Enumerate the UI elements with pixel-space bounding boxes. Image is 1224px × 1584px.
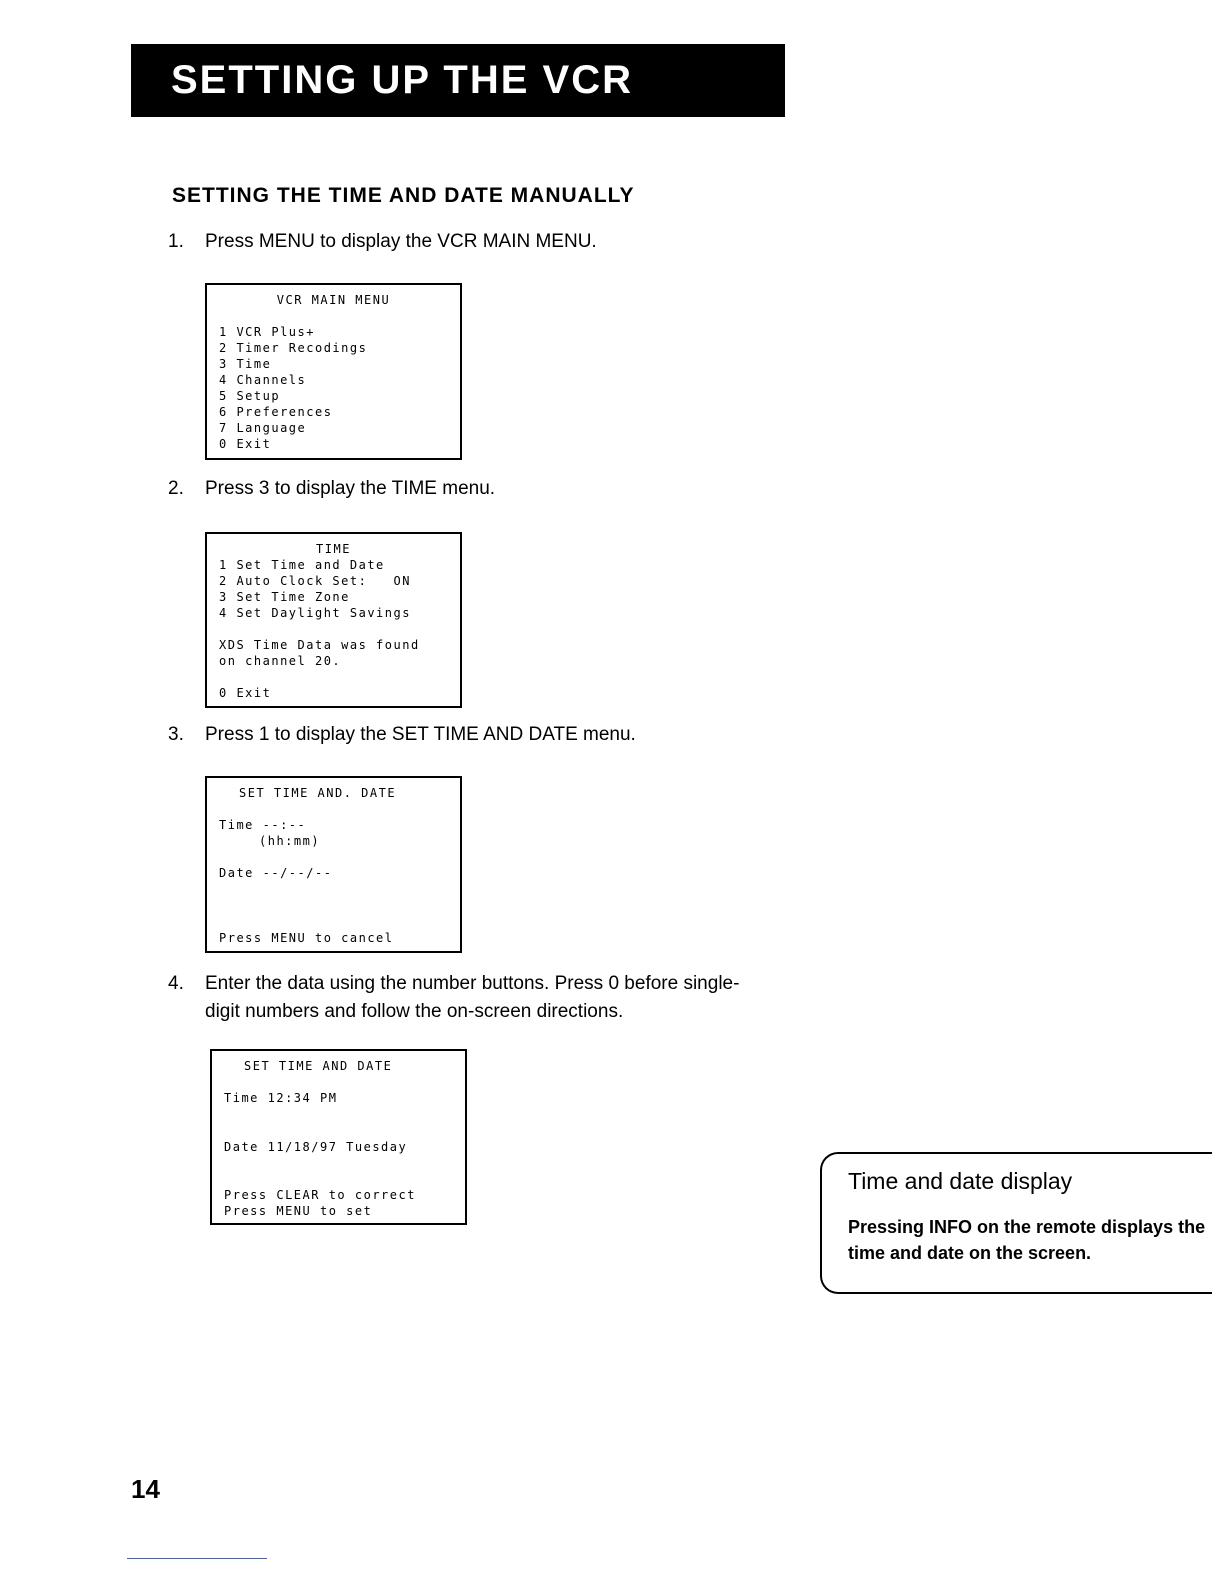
date-field: Date 11/18/97 Tuesday [224,1140,408,1154]
set-time-date-screen-filled [210,1049,467,1225]
time-field: Time 12:34 PM [224,1091,338,1105]
menu-footer: Press MENU to cancel [219,931,394,945]
tip-body: Pressing INFO on the remote displays the time and date on the screen. [848,1217,1206,1263]
step-text: Press MENU to display the VCR MAIN MENU. [205,231,597,252]
tip-title: Time and date display [848,1168,1073,1194]
menu-note: on channel 20. [219,654,342,668]
footer-rule [127,1558,267,1559]
menu-footer: Press CLEAR to correct [224,1188,416,1202]
step-text: Press 3 to display the TIME menu. [205,478,496,499]
tip-box [820,1152,1212,1294]
set-time-date-screen-blank [205,776,462,953]
menu-title: VCR MAIN MENU [276,293,391,307]
menu-footer: Press MENU to set [224,1204,373,1218]
page-number: 14 [131,1474,160,1504]
menu-item: 4 Channels [219,373,307,387]
step-number: 1. [168,231,184,252]
menu-item: 5 Setup [219,389,281,403]
step-number: 3. [168,724,184,745]
step-number: 2. [168,478,184,499]
menu-item: 7 Language [219,421,307,435]
menu-item: 2 Timer Recodings [219,341,368,355]
menu-item: 4 Set Daylight Savings [219,606,411,620]
chapter-header [131,44,785,117]
step-text: Enter the data using the number buttons. Press 0 before single-digit numbers and follow the on-screen directions. [205,973,740,1022]
menu-item: 6 Preferences [219,405,333,419]
step-text: Press 1 to display the SET TIME AND DATE menu. [205,724,636,745]
time-field: Time --:-- [219,818,307,832]
menu-item: 1 Set Time and Date [219,558,385,572]
date-field: Date --/--/-- [219,866,333,880]
menu-item: 3 Time [219,357,272,371]
menu-item: 0 Exit [219,437,272,451]
menu-item: 3 Set Time Zone [219,590,350,604]
menu-item: 0 Exit [219,686,272,700]
menu-item: 1 VCR Plus+ [219,325,315,339]
chapter-title: SETTING UP THE VCR [171,58,633,102]
time-format-hint: (hh:mm) [259,834,321,848]
menu-note: XDS Time Data was found [219,638,420,652]
menu-item: 2 Auto Clock Set: ON [219,574,411,588]
menu-title: TIME [316,542,351,556]
step-number: 4. [168,973,184,994]
vcr-main-menu-screen [205,283,462,460]
section-title: SETTING THE TIME AND DATE MANUALLY [172,184,635,207]
time-menu-screen [205,532,462,708]
menu-title: SET TIME AND. DATE [239,786,397,800]
menu-title: SET TIME AND DATE [244,1059,393,1073]
